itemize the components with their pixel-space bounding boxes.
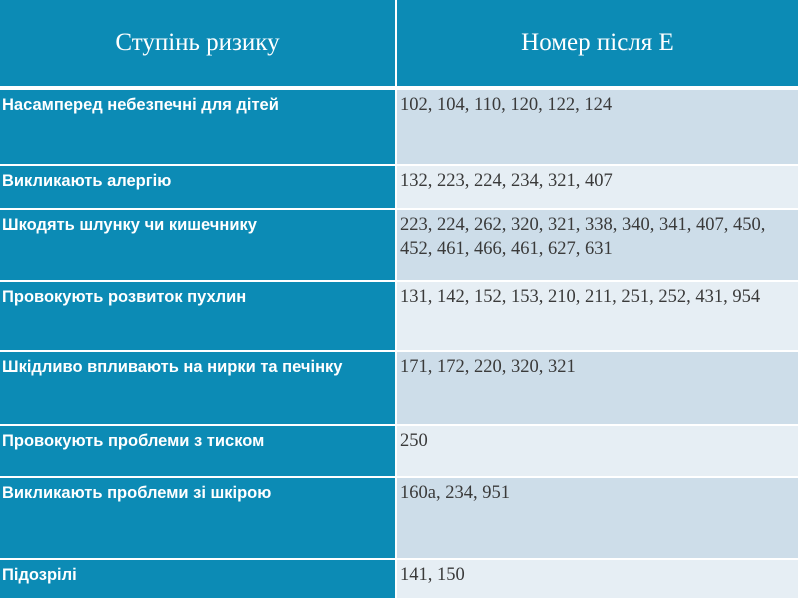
row-label: Викликають алергію	[0, 166, 397, 210]
header-risk-level: Ступінь ризику	[0, 0, 397, 90]
row-label: Шкодять шлунку чи кишечнику	[0, 210, 397, 282]
row-value: 141, 150	[397, 560, 800, 600]
row-value: 131, 142, 152, 153, 210, 211, 251, 252, 431, 954	[397, 282, 800, 352]
row-label: Шкідливо впливають на нирки та печінку	[0, 352, 397, 426]
row-label: Насамперед небезпечні для дітей	[0, 90, 397, 166]
row-label: Провокують розвиток пухлин	[0, 282, 397, 352]
row-value: 171, 172, 220, 320, 321	[397, 352, 800, 426]
row-label: Провокують проблеми з тиском	[0, 426, 397, 478]
row-value: 132, 223, 224, 234, 321, 407	[397, 166, 800, 210]
row-value: 102, 104, 110, 120, 122, 124	[397, 90, 800, 166]
header-e-number: Номер після Е	[397, 0, 800, 90]
row-label: Викликають проблеми зі шкірою	[0, 478, 397, 560]
row-value: 160а, 234, 951	[397, 478, 800, 560]
row-value: 250	[397, 426, 800, 478]
row-value: 223, 224, 262, 320, 321, 338, 340, 341, 407, 450, 452, 461, 466, 461, 627, 631	[397, 210, 800, 282]
row-label: Підозрілі	[0, 560, 397, 600]
